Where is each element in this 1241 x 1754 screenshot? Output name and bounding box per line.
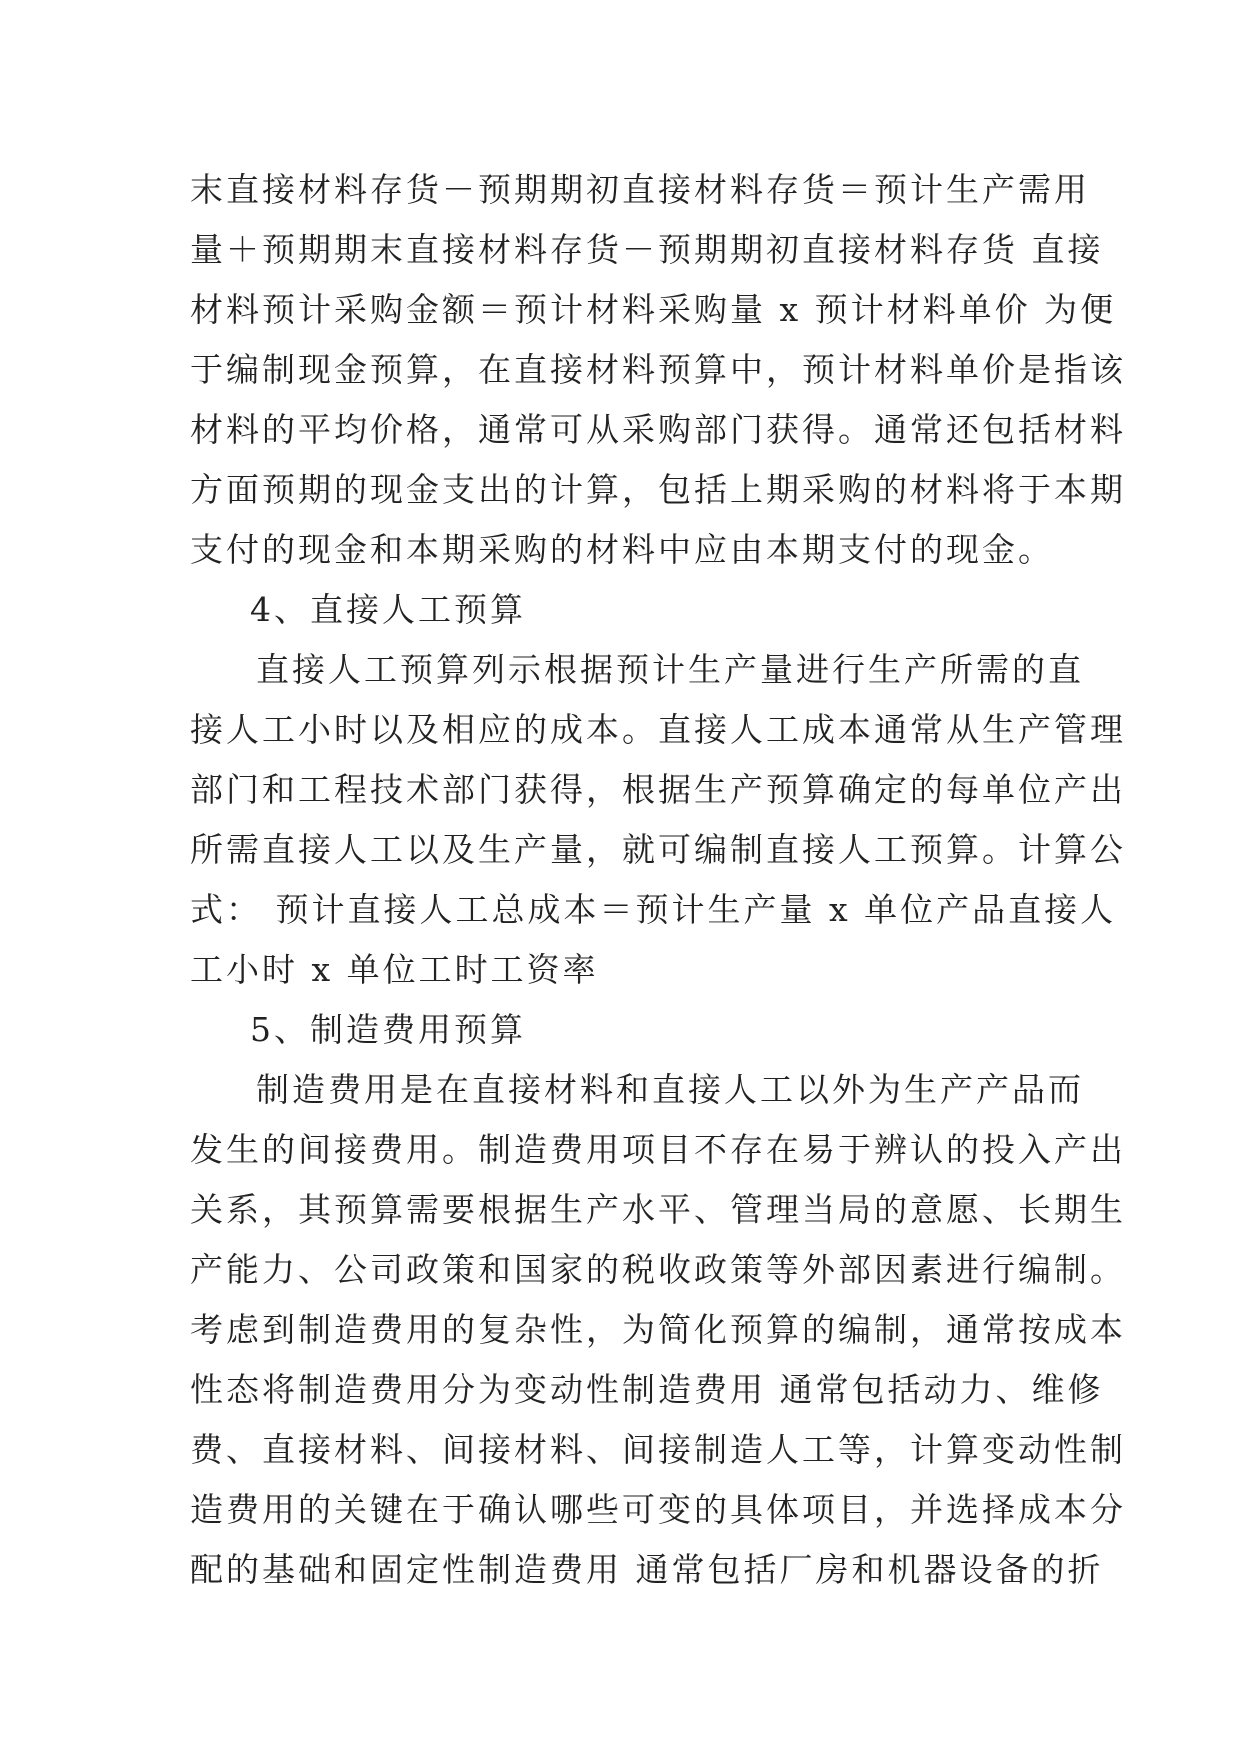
text-line: 接人工小时以及相应的成本。直接人工成本通常从生产管理 [190, 710, 1126, 749]
text-line: 量＋预期期末直接材料存货－预期期初直接材料存货 直接 [190, 230, 1104, 269]
section-heading-manufacturing-overhead: 5、制造费用预算 [250, 1010, 526, 1049]
text-line: 支付的现金和本期采购的材料中应由本期支付的现金。 [190, 530, 1054, 569]
text-line: 造费用的关键在于确认哪些可变的具体项目，并选择成本分 [190, 1490, 1126, 1529]
text-line: 材料的平均价格，通常可从采购部门获得。通常还包括材料 [190, 410, 1126, 449]
text-line: 发生的间接费用。制造费用项目不存在易于辨认的投入产出 [190, 1130, 1126, 1169]
text-line: 式： 预计直接人工总成本＝预计生产量 x 单位产品直接人 [190, 890, 1117, 929]
text-line: 配的基础和固定性制造费用 通常包括厂房和机器设备的折 [190, 1550, 1104, 1589]
text-line: 材料预计采购金额＝预计材料采购量 x 预计材料单价 为便 [190, 290, 1117, 329]
text-line: 方面预期的现金支出的计算，包括上期采购的材料将于本期 [190, 470, 1126, 509]
text-line: 所需直接人工以及生产量，就可编制直接人工预算。计算公 [190, 830, 1126, 869]
text-line: 考虑到制造费用的复杂性，为简化预算的编制，通常按成本 [190, 1310, 1126, 1349]
text-line: 部门和工程技术部门获得，根据生产预算确定的每单位产出 [190, 770, 1126, 809]
text-line: 性态将制造费用分为变动性制造费用 通常包括动力、维修 [190, 1370, 1104, 1409]
text-line: 末直接材料存货－预期期初直接材料存货＝预计生产需用 [190, 170, 1090, 209]
text-line: 直接人工预算列示根据预计生产量进行生产所需的直 [256, 650, 1084, 689]
body-text [190, 160, 1126, 1600]
section-heading-direct-labor: 4、直接人工预算 [250, 590, 526, 629]
text-line: 产能力、公司政策和国家的税收政策等外部因素进行编制。 [190, 1250, 1126, 1289]
text-line: 关系，其预算需要根据生产水平、管理当局的意愿、长期生 [190, 1190, 1126, 1229]
text-line: 于编制现金预算，在直接材料预算中，预计材料单价是指该 [190, 350, 1126, 389]
text-line: 工小时 x 单位工时工资率 [190, 950, 599, 989]
text-line: 制造费用是在直接材料和直接人工以外为生产产品而 [256, 1070, 1084, 1109]
text-line: 费、直接材料、间接材料、间接制造人工等，计算变动性制 [190, 1430, 1126, 1469]
